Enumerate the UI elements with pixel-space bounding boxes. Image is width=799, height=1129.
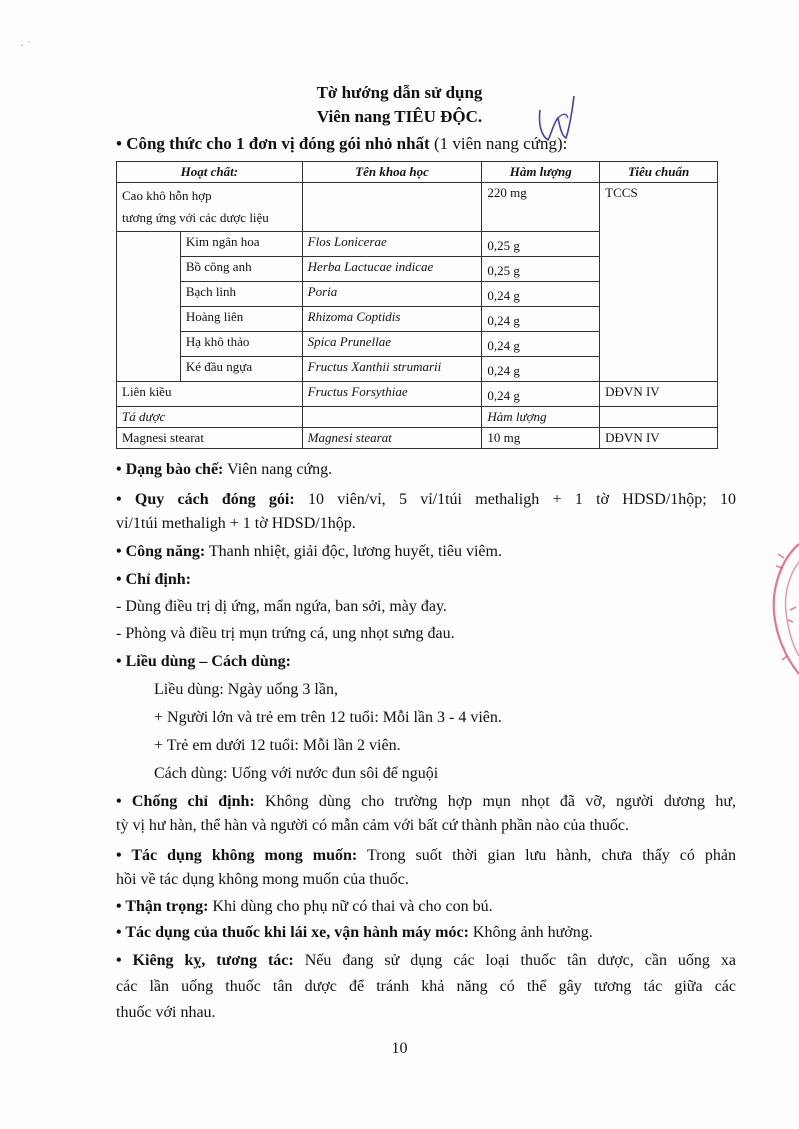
side-effects-text1: Trong suốt thời gian lưu hành, chưa thấy có phản bbox=[357, 847, 736, 864]
excipient-standard-empty bbox=[600, 407, 718, 428]
dosage-form bbox=[116, 459, 736, 481]
function-text: Thanh nhiệt, giải độc, lương huyết, tiêu viêm. bbox=[205, 543, 502, 560]
red-stamp-fragment bbox=[760, 540, 799, 680]
header-standard: Tiêu chuẩn bbox=[600, 162, 718, 183]
herb-latin: Fructus Xanthii strumarii bbox=[302, 357, 482, 382]
interaction-line1 bbox=[116, 950, 736, 972]
herb-name: Ké đầu ngựa bbox=[180, 357, 302, 382]
magnesi-latin: Magnesi stearat bbox=[302, 428, 482, 449]
contraindication-line2: tỳ vị hư hàn, thể hàn và người có mẫn cảm với bất cứ thành phần nào của thuốc. bbox=[116, 817, 630, 834]
dosage-line2: + Người lớn và trẻ em trên 12 tuổi: Mỗi lần 3 - 4 viên. bbox=[154, 709, 502, 726]
herb-name: Bạch linh bbox=[180, 282, 302, 307]
table-row bbox=[117, 183, 718, 232]
function bbox=[116, 541, 736, 563]
side-effects-line1 bbox=[116, 845, 736, 867]
extract-standard: TCCS bbox=[600, 183, 718, 382]
dosage-label bbox=[116, 651, 736, 673]
table-header-row bbox=[117, 162, 718, 183]
herb-amount: 0,24 g bbox=[482, 307, 600, 332]
dosage-form-label: • Dạng bào chế: bbox=[116, 461, 224, 478]
packaging-text1: 10 viên/vỉ, 5 vỉ/1túi methaligh + 1 tờ HDSD/1hộp; 10 bbox=[294, 491, 736, 508]
herb-latin: Flos Lonicerae bbox=[302, 232, 482, 257]
page-number: 10 bbox=[391, 1040, 408, 1057]
extract-name bbox=[117, 183, 303, 232]
caution bbox=[116, 896, 736, 918]
lienkieu-standard: DĐVN IV bbox=[600, 382, 718, 407]
side-effects-line2: hồi về tác dụng không mong muốn của thuốc. bbox=[116, 871, 409, 888]
interaction-label: • Kiêng kỵ, tương tác: bbox=[116, 952, 294, 969]
packaging-line2: vỉ/1túi methaligh + 1 tờ HDSD/1hộp. bbox=[116, 515, 356, 532]
magnesi-amount: 10 mg bbox=[482, 428, 600, 449]
scan-speck: · ˙ bbox=[20, 38, 31, 52]
herb-indent-cell bbox=[117, 232, 181, 382]
magnesi-name: Magnesi stearat bbox=[117, 428, 303, 449]
contraindication-text1: Không dùng cho trường hợp mụn nhọt đã vỡ, người dương hư, bbox=[254, 793, 737, 810]
header-scientific-name: Tên khoa học bbox=[302, 162, 482, 183]
driving bbox=[116, 922, 736, 944]
indication-line1: - Dùng điều trị dị ứng, mẩn ngứa, ban sởi, mày đay. bbox=[116, 598, 447, 615]
table-row bbox=[117, 428, 718, 449]
herb-amount: 0,25 g bbox=[482, 257, 600, 282]
excipient-label: Tá dược bbox=[117, 407, 303, 428]
packaging-label: • Quy cách đóng gói: bbox=[116, 491, 295, 508]
lienkieu-latin: Fructus Forsythiae bbox=[302, 382, 482, 407]
ingredients-table bbox=[116, 161, 718, 449]
contraindication-line1 bbox=[116, 791, 736, 813]
caution-text: Khi dùng cho phụ nữ có thai và cho con bú. bbox=[208, 898, 493, 915]
indication-line2: - Phòng và điều trị mụn trứng cá, ung nhọt sưng đau. bbox=[116, 625, 455, 642]
herb-amount: 0,24 g bbox=[482, 357, 600, 382]
herb-latin: Spica Prunellae bbox=[302, 332, 482, 357]
interaction-line3: thuốc với nhau. bbox=[116, 1004, 216, 1021]
excipient-amount-label: Hàm lượng bbox=[482, 407, 600, 428]
table-row bbox=[117, 382, 718, 407]
herb-name: Kim ngân hoa bbox=[180, 232, 302, 257]
contraindication-label: • Chống chỉ định: bbox=[116, 793, 255, 810]
driving-text: Không ảnh hưởng. bbox=[468, 924, 593, 941]
extract-latin bbox=[302, 183, 482, 232]
interaction-text1: Nếu đang sử dụng các loại thuốc tân dược, cần uống xa bbox=[293, 952, 736, 969]
packaging-line1 bbox=[116, 489, 736, 511]
herb-name: Bồ công anh bbox=[180, 257, 302, 282]
dosage-line1: Liều dùng: Ngày uống 3 lần, bbox=[154, 681, 338, 698]
header-amount: Hàm lượng bbox=[482, 162, 600, 183]
header-active-ingredient: Hoạt chất: bbox=[117, 162, 303, 183]
indication-heading: • Chỉ định: bbox=[116, 571, 191, 588]
herb-latin: Poria bbox=[302, 282, 482, 307]
herb-latin: Herba Lactucae indicae bbox=[302, 257, 482, 282]
formula-note: (1 viên nang cứng): bbox=[429, 134, 568, 153]
dosage-line3: + Trẻ em dưới 12 tuổi: Mỗi lần 2 viên. bbox=[154, 737, 401, 754]
dosage-line4: Cách dùng: Uống với nước đun sôi để nguội bbox=[154, 765, 439, 782]
lienkieu-name: Liên kiều bbox=[117, 382, 303, 407]
dosage-heading: • Liều dùng – Cách dùng: bbox=[116, 653, 291, 670]
product-name: Viên nang TIÊU ĐỘC. bbox=[316, 107, 483, 126]
extract-amount: 220 mg bbox=[482, 183, 600, 232]
excipient-latin-empty bbox=[302, 407, 482, 428]
driving-label: • Tác dụng của thuốc khi lái xe, vận hành máy móc: bbox=[116, 924, 469, 941]
indication-label bbox=[116, 569, 736, 591]
side-effects-label: • Tác dụng không mong muốn: bbox=[116, 847, 358, 864]
dosage-form-text: Viên nang cứng. bbox=[223, 461, 333, 478]
extract-name-line1: Cao khô hỗn hợp bbox=[122, 188, 212, 203]
herb-latin: Rhizoma Coptidis bbox=[302, 307, 482, 332]
herb-amount: 0,24 g bbox=[482, 282, 600, 307]
function-label: • Công năng: bbox=[116, 543, 206, 560]
herb-amount: 0,24 g bbox=[482, 332, 600, 357]
magnesi-standard: DĐVN IV bbox=[600, 428, 718, 449]
interaction-line2: các lần uống thuốc tân dược để tránh khả năng có thể gây tương tác giữa các bbox=[116, 978, 736, 995]
extract-name-line2: tương ứng với các dược liệu bbox=[122, 210, 269, 225]
herb-name: Hoàng liên bbox=[180, 307, 302, 332]
caution-label: • Thận trọng: bbox=[116, 898, 209, 915]
document-title: Tờ hướng dẫn sử dụng bbox=[316, 83, 483, 102]
formula-heading bbox=[116, 133, 736, 155]
table-row bbox=[117, 407, 718, 428]
lienkieu-amount: 0,24 g bbox=[482, 382, 600, 407]
herb-amount: 0,25 g bbox=[482, 232, 600, 257]
formula-label: • Công thức cho 1 đơn vị đóng gói nhỏ nhất bbox=[116, 134, 430, 153]
herb-name: Hạ khô thảo bbox=[180, 332, 302, 357]
